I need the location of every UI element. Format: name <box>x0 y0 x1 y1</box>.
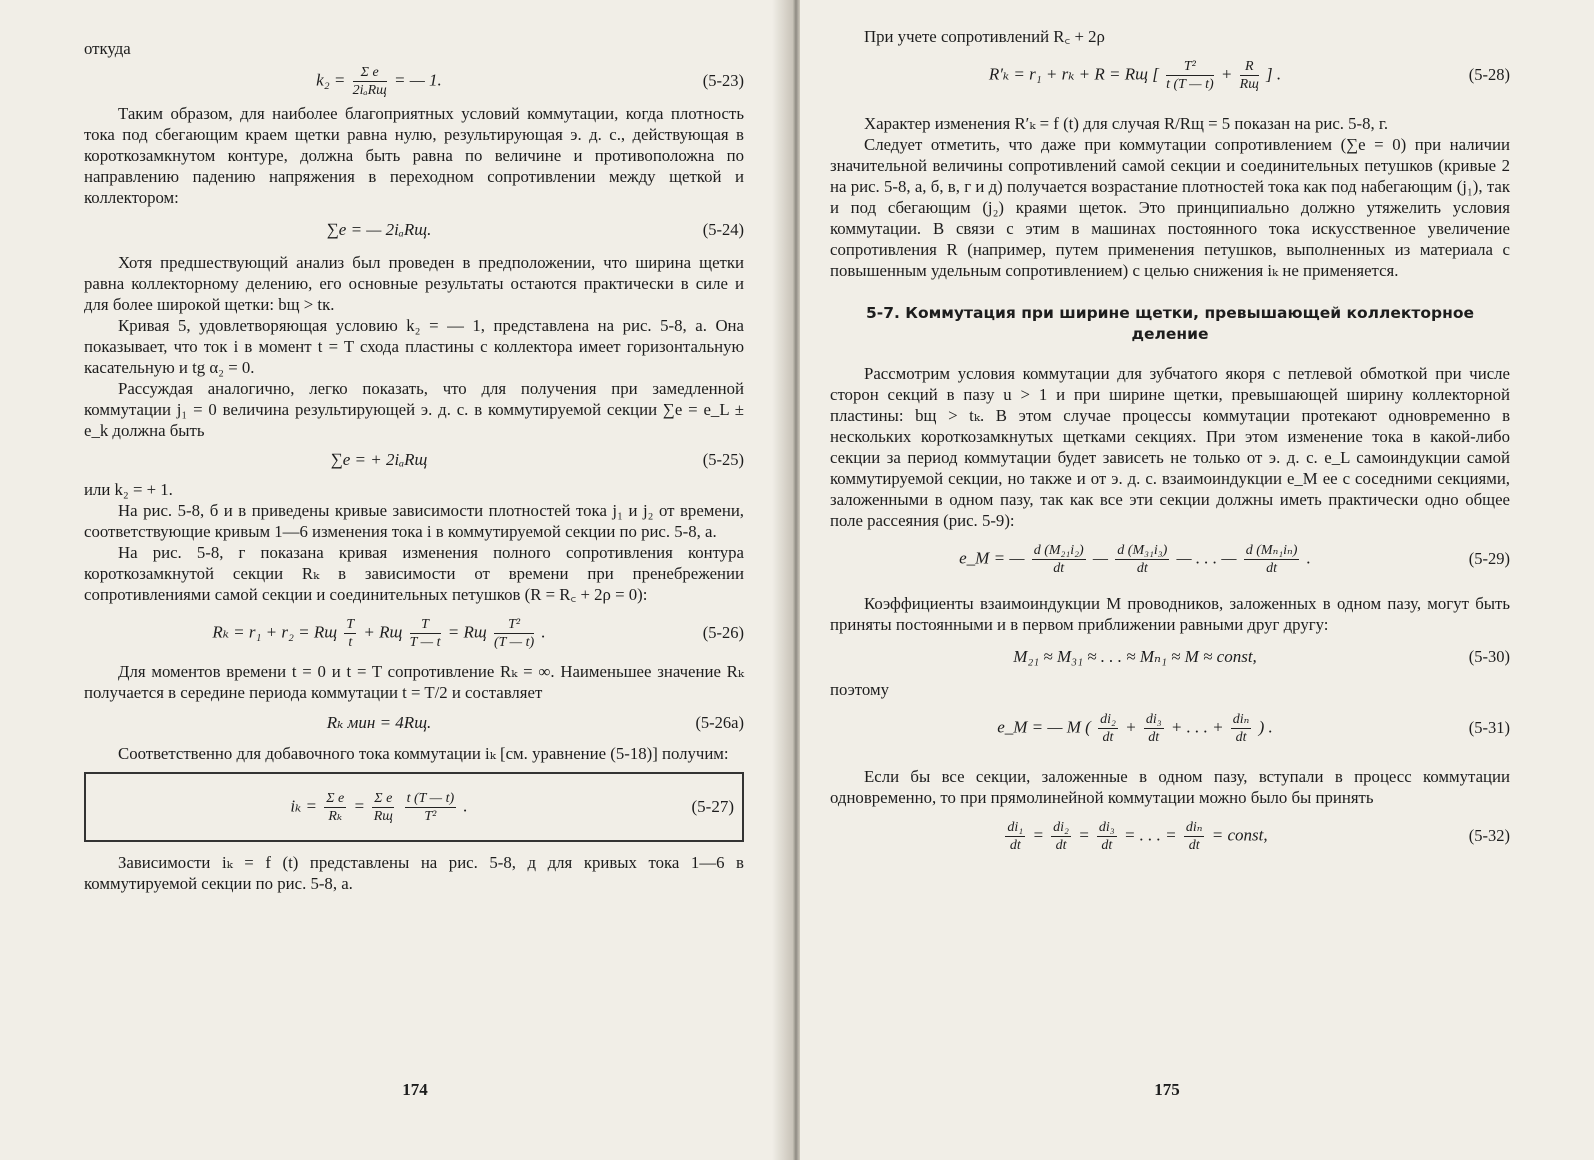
eq-formula: ∑e = + 2iₐRщ <box>330 450 428 469</box>
frac-denominator: dt <box>1009 837 1021 853</box>
equation-number: (5-26a) <box>695 713 744 732</box>
paragraph: Соответственно для добавочного тока коммутации iₖ [см. уравнение (5-18)] получим: <box>118 744 729 763</box>
paragraph: Кривая 5, удовлетворяющая условию k₂ = — 1, представлена на рис. 5-8, а. Она показывает, что ток i в момент t = T схода пластины с коллектора имеет горизонтальную касательную и tg α₂ = 0. <box>84 316 744 377</box>
frac-denominator: dt <box>1055 837 1067 853</box>
equation-number: (5-29) <box>1468 549 1510 568</box>
eq-fraction <box>405 790 457 825</box>
frac-denominator: dt <box>1188 837 1200 853</box>
frac-denominator: dt <box>1148 729 1160 745</box>
eq-fraction <box>372 790 394 825</box>
eq-fraction <box>1098 711 1118 746</box>
equation-5-27-box <box>84 772 744 842</box>
frac-numerator: d (M₂₁i₂) <box>1033 542 1084 558</box>
eq-formula: Rₖ мин = 4Rщ. <box>326 713 432 732</box>
eq-lhs: e_M = — M ( <box>997 716 1091 736</box>
eq-lhs: k₂ = <box>316 69 346 89</box>
frac-denominator: Rщ <box>1239 76 1259 92</box>
paragraph: Рассмотрим условия коммутации для зубчатого якоря с петлевой обмоткой при числе сторон секций в пазу u > 1 и при ширине щетки, превышающей ширину коллекторной пластины: bщ > tₖ. В этом случае процессы коммутации протекают одновременно в нескольких короткозамкнутых щетками секциях. При этом изменение тока в какой-либо секции за период коммутации будет зависеть не только от э. д. с. e_L самоиндукции самой коммутируемой секции, но также и от э. д. с. взаимоиндукции e_M ее с соседними секциями, заложенными в одном пазу, так как все эти секции должны иметь практически одно общее поле рассеяния (рис. 5-9): <box>830 364 1510 530</box>
paragraph: На рис. 5-8, г показана кривая изменения полного сопротивления контура короткозамкнутой секции Rₖ в зависимости от времени при пренебрежении сопротивлениями самой секции и соединительных петушков (R = R꜀ + 2ρ = 0): <box>84 543 744 604</box>
eq-fraction <box>410 616 441 651</box>
eq-fraction <box>1005 819 1025 854</box>
paragraph: Хотя предшествующий анализ был проведен в предположении, что ширина щетки равна коллекторному делению, его основные результаты остаются практически в силе и для более широкой щетки: bщ > tк. <box>84 253 744 314</box>
equation-5-28 <box>830 47 1510 103</box>
eq-fraction <box>1115 542 1169 577</box>
eq-fraction <box>1144 711 1164 746</box>
frac-denominator: T² <box>424 808 437 824</box>
eq-tail: ) . <box>1258 716 1273 736</box>
eq-operator: = <box>1032 824 1044 844</box>
or-line: или k₂ = + 1. <box>84 480 173 499</box>
frac-numerator: d (M₃₁i₃) <box>1117 542 1168 558</box>
frac-numerator: T <box>346 616 355 632</box>
eq-tail: . <box>463 795 468 815</box>
section-heading: 5-7. Коммутация при ширине щетки, превышающей коллекторное деление <box>866 304 1474 343</box>
frac-denominator: dt <box>1101 837 1113 853</box>
frac-numerator: di₃ <box>1145 711 1162 727</box>
eq-formula: ∑e = — 2iₐRщ. <box>326 220 432 239</box>
intro-text: откуда <box>84 39 131 58</box>
frac-numerator: diₙ <box>1232 711 1250 727</box>
right-page <box>800 0 1594 1160</box>
paragraph: Для моментов времени t = 0 и t = T сопротивление Rₖ = ∞. Наименьшее значение Rₖ получается в середине периода коммутации t = T/2 и составляет <box>84 662 744 702</box>
eq-lhs: iₖ = <box>290 795 317 815</box>
frac-denominator: T — t <box>409 634 441 650</box>
frac-numerator: T² <box>494 616 534 634</box>
page-number: 174 <box>402 1080 428 1099</box>
eq-operator: + <box>1220 63 1233 83</box>
frac-denominator: Rщ <box>373 808 393 824</box>
frac-numerator: diₙ <box>1185 819 1203 835</box>
paragraph: Характер изменения R′ₖ = f (t) для случая R/Rщ = 5 показан на рис. 5-8, г. <box>864 114 1389 133</box>
paragraph: Рассуждая аналогично, легко показать, что для получения при замедленной коммутации j₁ = 0 величина результирующей э. д. с. в коммутируемой секции ∑e = e_L ± e_k должна быть <box>84 379 744 440</box>
page-number: 175 <box>1154 1080 1180 1099</box>
frac-denominator: dt <box>1102 729 1114 745</box>
paragraph: На рис. 5-8, б и в приведены кривые зависимости плотностей тока j₁ и j₂ от времени, соответствующие кривым 1—6 изменения тока i в коммутируемой секции по рис. 5-8, а. <box>84 501 744 541</box>
eq-fraction <box>1097 819 1117 854</box>
eq-operator: + Rщ <box>363 621 403 641</box>
frac-denominator: dt <box>1053 560 1065 576</box>
frac-denominator: t (T — t) <box>1166 76 1214 92</box>
eq-tail: = const, <box>1211 824 1268 844</box>
equation-number: (5-28) <box>1468 65 1510 84</box>
frac-numerator: di₂ <box>1100 711 1116 727</box>
paragraph: Если бы все секции, заложенные в одном пазу, вступали в процесс коммутации одновременно, то при прямолинейной коммутации можно было бы принять <box>830 767 1510 807</box>
therefore-line: поэтому <box>830 680 889 699</box>
eq-rhs: = — 1. <box>393 69 442 89</box>
eq-operator: — . . . — <box>1176 547 1237 567</box>
eq-lhs: Rₖ = r₁ + r₂ = Rщ <box>212 621 338 641</box>
equation-number: (5-27) <box>691 797 734 816</box>
frac-denominator: dt <box>1136 560 1148 576</box>
eq-fraction <box>1166 58 1214 93</box>
equation-5-30 <box>830 635 1510 679</box>
equation-5-26a <box>84 703 744 743</box>
eq-operator: + . . . + <box>1170 716 1224 736</box>
eq-fraction <box>494 616 534 651</box>
frac-numerator: R <box>1240 58 1259 76</box>
eq-operator: + <box>1125 716 1137 736</box>
frac-numerator: Σ e <box>374 790 393 806</box>
eq-lhs: R′ₖ = r₁ + rₖ + R = Rщ [ <box>988 63 1159 83</box>
eq-operator: = . . . = <box>1123 824 1177 844</box>
left-page <box>0 0 790 1160</box>
frac-numerator: Σ e <box>326 790 345 806</box>
eq-operator: — <box>1092 547 1109 567</box>
frac-denominator: dt <box>1235 729 1247 745</box>
eq-fraction <box>1051 819 1071 854</box>
frac-numerator: T <box>410 616 441 634</box>
equation-number: (5-30) <box>1468 647 1510 666</box>
eq-fraction <box>1032 542 1086 577</box>
eq-formula: M₂₁ ≈ M₃₁ ≈ . . . ≈ Mₙ₁ ≈ M ≈ const, <box>1013 647 1257 666</box>
equation-number: (5-31) <box>1468 718 1510 737</box>
eq-fraction <box>1240 58 1259 93</box>
eq-tail: . <box>1306 547 1311 567</box>
equation-5-31 <box>830 700 1510 756</box>
eq-tail: . <box>541 621 546 641</box>
eq-lhs: e_M = — <box>959 547 1025 567</box>
paragraph: Следует отметить, что даже при коммутации сопротивлением (∑e = 0) при наличии значительной величины сопротивлений самой секции и соединительных петушков (кривые 2 на рис. 5-8, а, б, в, г и д) получается возрастание плотностей тока как под набегающим (j₁), так и под сбегающим (j₂) краями щеток. Это принципиально должно утяжелить условия коммутации. В связи с этим в машинах постоянного тока искусственное увеличение сопротивления R (например, путем применения петушков, выполненных из материала с повышенным удельным сопротивлением) с целью снижения iₖ не применяется. <box>830 135 1510 280</box>
equation-5-24 <box>84 208 744 252</box>
frac-denominator: Rₖ <box>328 808 343 824</box>
equation-number: (5-23) <box>702 71 744 90</box>
frac-numerator: di₂ <box>1053 819 1069 835</box>
frac-denominator: t <box>348 634 353 650</box>
equation-number: (5-25) <box>702 450 744 469</box>
frac-denominator: dt <box>1266 560 1277 576</box>
eq-operator: = <box>1078 824 1090 844</box>
equation-number: (5-32) <box>1468 826 1510 845</box>
eq-fraction <box>353 64 387 99</box>
frac-numerator: d (Mₙ₁iₙ) <box>1245 542 1298 558</box>
eq-fraction <box>1231 711 1252 746</box>
paragraph: Зависимости iₖ = f (t) представлены на рис. 5-8, д для кривых тока 1—6 в коммутируемой секции по рис. 5-8, а. <box>84 853 744 893</box>
equation-number: (5-24) <box>702 220 744 239</box>
equation-5-32 <box>830 808 1510 864</box>
equation-5-29 <box>830 531 1510 587</box>
frac-numerator: di₃ <box>1098 819 1115 835</box>
eq-tail: ] . <box>1266 63 1282 83</box>
frac-denominator: (T — t) <box>493 634 535 650</box>
equation-5-26 <box>84 605 744 661</box>
equation-5-25 <box>84 441 744 479</box>
frac-denominator: 2iₐRщ <box>352 82 387 98</box>
frac-numerator: t (T — t) <box>406 790 455 806</box>
frac-numerator: T² <box>1166 58 1214 76</box>
paragraph: Коэффициенты взаимоиндукции M проводников, заложенных в одном пазу, могут быть приняты постоянными и в первом приближении равными друг другу: <box>830 594 1510 634</box>
frac-numerator: di₁ <box>1007 819 1024 835</box>
equation-number: (5-26) <box>702 623 744 642</box>
eq-fraction <box>1244 542 1300 577</box>
eq-fraction <box>324 790 346 825</box>
paragraph: При учете сопротивлений R꜀ + 2ρ <box>864 27 1105 46</box>
eq-operator: = <box>353 795 366 815</box>
eq-fraction <box>344 616 356 651</box>
eq-operator: = Rщ <box>447 621 487 641</box>
paragraph: Таким образом, для наиболее благоприятных условий коммутации, когда плотность тока под сбегающим краем щетки равна нулю, результирующая э. д. с., действующая в короткозамкнутом контуре, должна быть равна по величине и противоположна по направлению падению напряжения в переходном сопротивлении между щеткой и коллектором: <box>84 104 744 207</box>
equation-5-23 <box>84 59 744 103</box>
frac-numerator: Σ e <box>353 64 387 82</box>
eq-fraction <box>1184 819 1205 854</box>
